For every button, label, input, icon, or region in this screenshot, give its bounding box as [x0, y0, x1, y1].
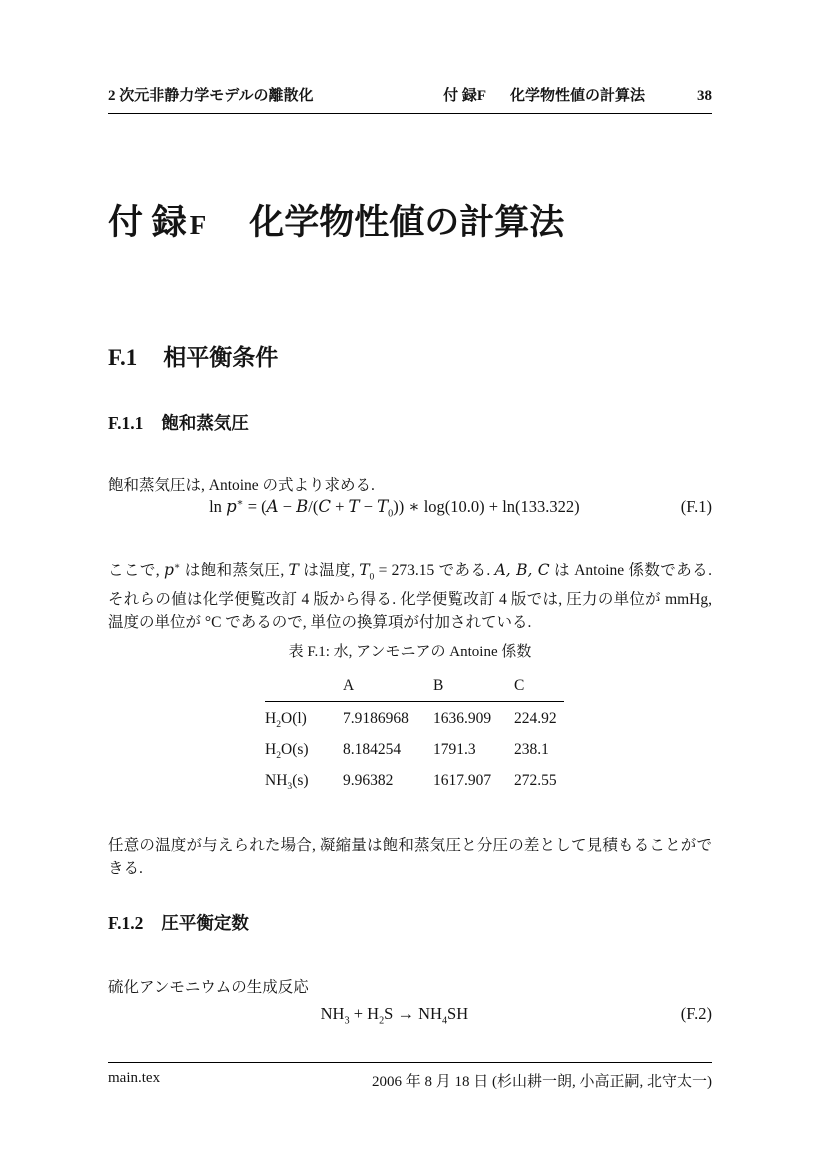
coeff-c: 224.92	[514, 710, 557, 727]
paragraph-antoine-detail: ここで, p∗ は飽和蒸気圧, T は温度, $T_0 = 273.15$ である. A, B, C は Antoine 係数である. それらの値は化学便覧改訂 4 版から得る. 化学便覧改訂 4 版では, 圧力の単位が mmHg, 温度の単位が °C であるので, 単位の換算項が付加されている.	[108, 560, 712, 631]
table-header-c: C	[514, 674, 564, 702]
appendix-title	[108, 202, 712, 244]
equation-f1	[108, 497, 712, 519]
paragraph-condensation: 任意の温度が与えられた場合, 凝縮量は飽和蒸気圧と分圧の差として見積もることができる.	[108, 836, 712, 877]
equation-f2-tag: (F.2)	[680, 1004, 712, 1023]
coeff-a: 8.184254	[343, 741, 402, 759]
equation-f1-body: $\ln p^∗ = (A - B/(C + T - T_0))$ ∗ log(10.0) + ln(133.322)	[209, 497, 580, 520]
subsection-number: F.1.2	[108, 913, 144, 933]
page-footer	[108, 1062, 712, 1091]
paragraph-antoine-intro: 飽和蒸気圧は, Antoine の式より求める.	[108, 476, 375, 494]
coeff-c: 238.1	[514, 741, 549, 759]
page-number: 38	[697, 88, 712, 104]
table-header-b: B	[433, 674, 514, 702]
antoine-coefficients-table	[265, 674, 564, 800]
table-header-empty	[265, 674, 343, 702]
table-row	[265, 702, 564, 739]
appendix-title-prefix: 付 録	[108, 203, 187, 242]
coeff-b: 1636.909	[433, 710, 492, 727]
table-row	[265, 769, 564, 800]
subsection-title: 飽和蒸気圧	[161, 413, 249, 433]
subsection-number: F.1.1	[108, 413, 144, 433]
section-title: 相平衡条件	[163, 345, 279, 370]
subsection-title: 圧平衡定数	[161, 913, 249, 933]
equation-f1-tag: (F.1)	[680, 497, 712, 516]
table-row	[265, 738, 564, 769]
subsection-heading-f11	[108, 410, 712, 435]
footer-date-authors: 2006 年 8 月 18 日 (杉山耕一朗, 小高正嗣, 北守太一)	[372, 1074, 712, 1090]
paragraph-reaction-intro: 硫化アンモニウムの生成反応	[108, 978, 309, 996]
species-label: $NH_3(s)$	[265, 772, 309, 793]
header-appendix-title: 化学物性値の計算法	[509, 88, 645, 104]
coeff-b: 1791.3	[433, 741, 476, 759]
table-header-a: A	[343, 674, 433, 702]
coeff-a: 9.96382	[343, 772, 394, 790]
section-heading-f1	[108, 339, 712, 372]
table-caption: 表 F.1: 水, アンモニアの Antoine 係数	[288, 644, 532, 660]
running-header	[108, 84, 712, 114]
appendix-title-text: 化学物性値の計算法	[249, 203, 565, 242]
table-header-row	[265, 674, 564, 702]
species-label: $H_2O(s)$	[265, 741, 309, 762]
coeff-b: 1617.907	[433, 772, 492, 790]
header-chapter-mark: 2 次元非静力学モデルの離散化	[108, 88, 314, 104]
appendix-letter: F	[189, 210, 207, 240]
equation-f2-body: $NH_3 + H_2S \to NH_4SH$	[320, 1004, 469, 1027]
header-appendix-mark: 付 録F	[443, 88, 486, 104]
species-label: $H_2O(l)$	[265, 710, 307, 731]
footer-filename: main.tex	[108, 1070, 161, 1086]
section-number: F.1	[108, 345, 138, 370]
coeff-a: 7.9186968	[343, 710, 409, 727]
subsection-heading-f12	[108, 910, 712, 935]
equation-f2	[108, 1004, 712, 1026]
coeff-c: 272.55	[514, 772, 557, 790]
